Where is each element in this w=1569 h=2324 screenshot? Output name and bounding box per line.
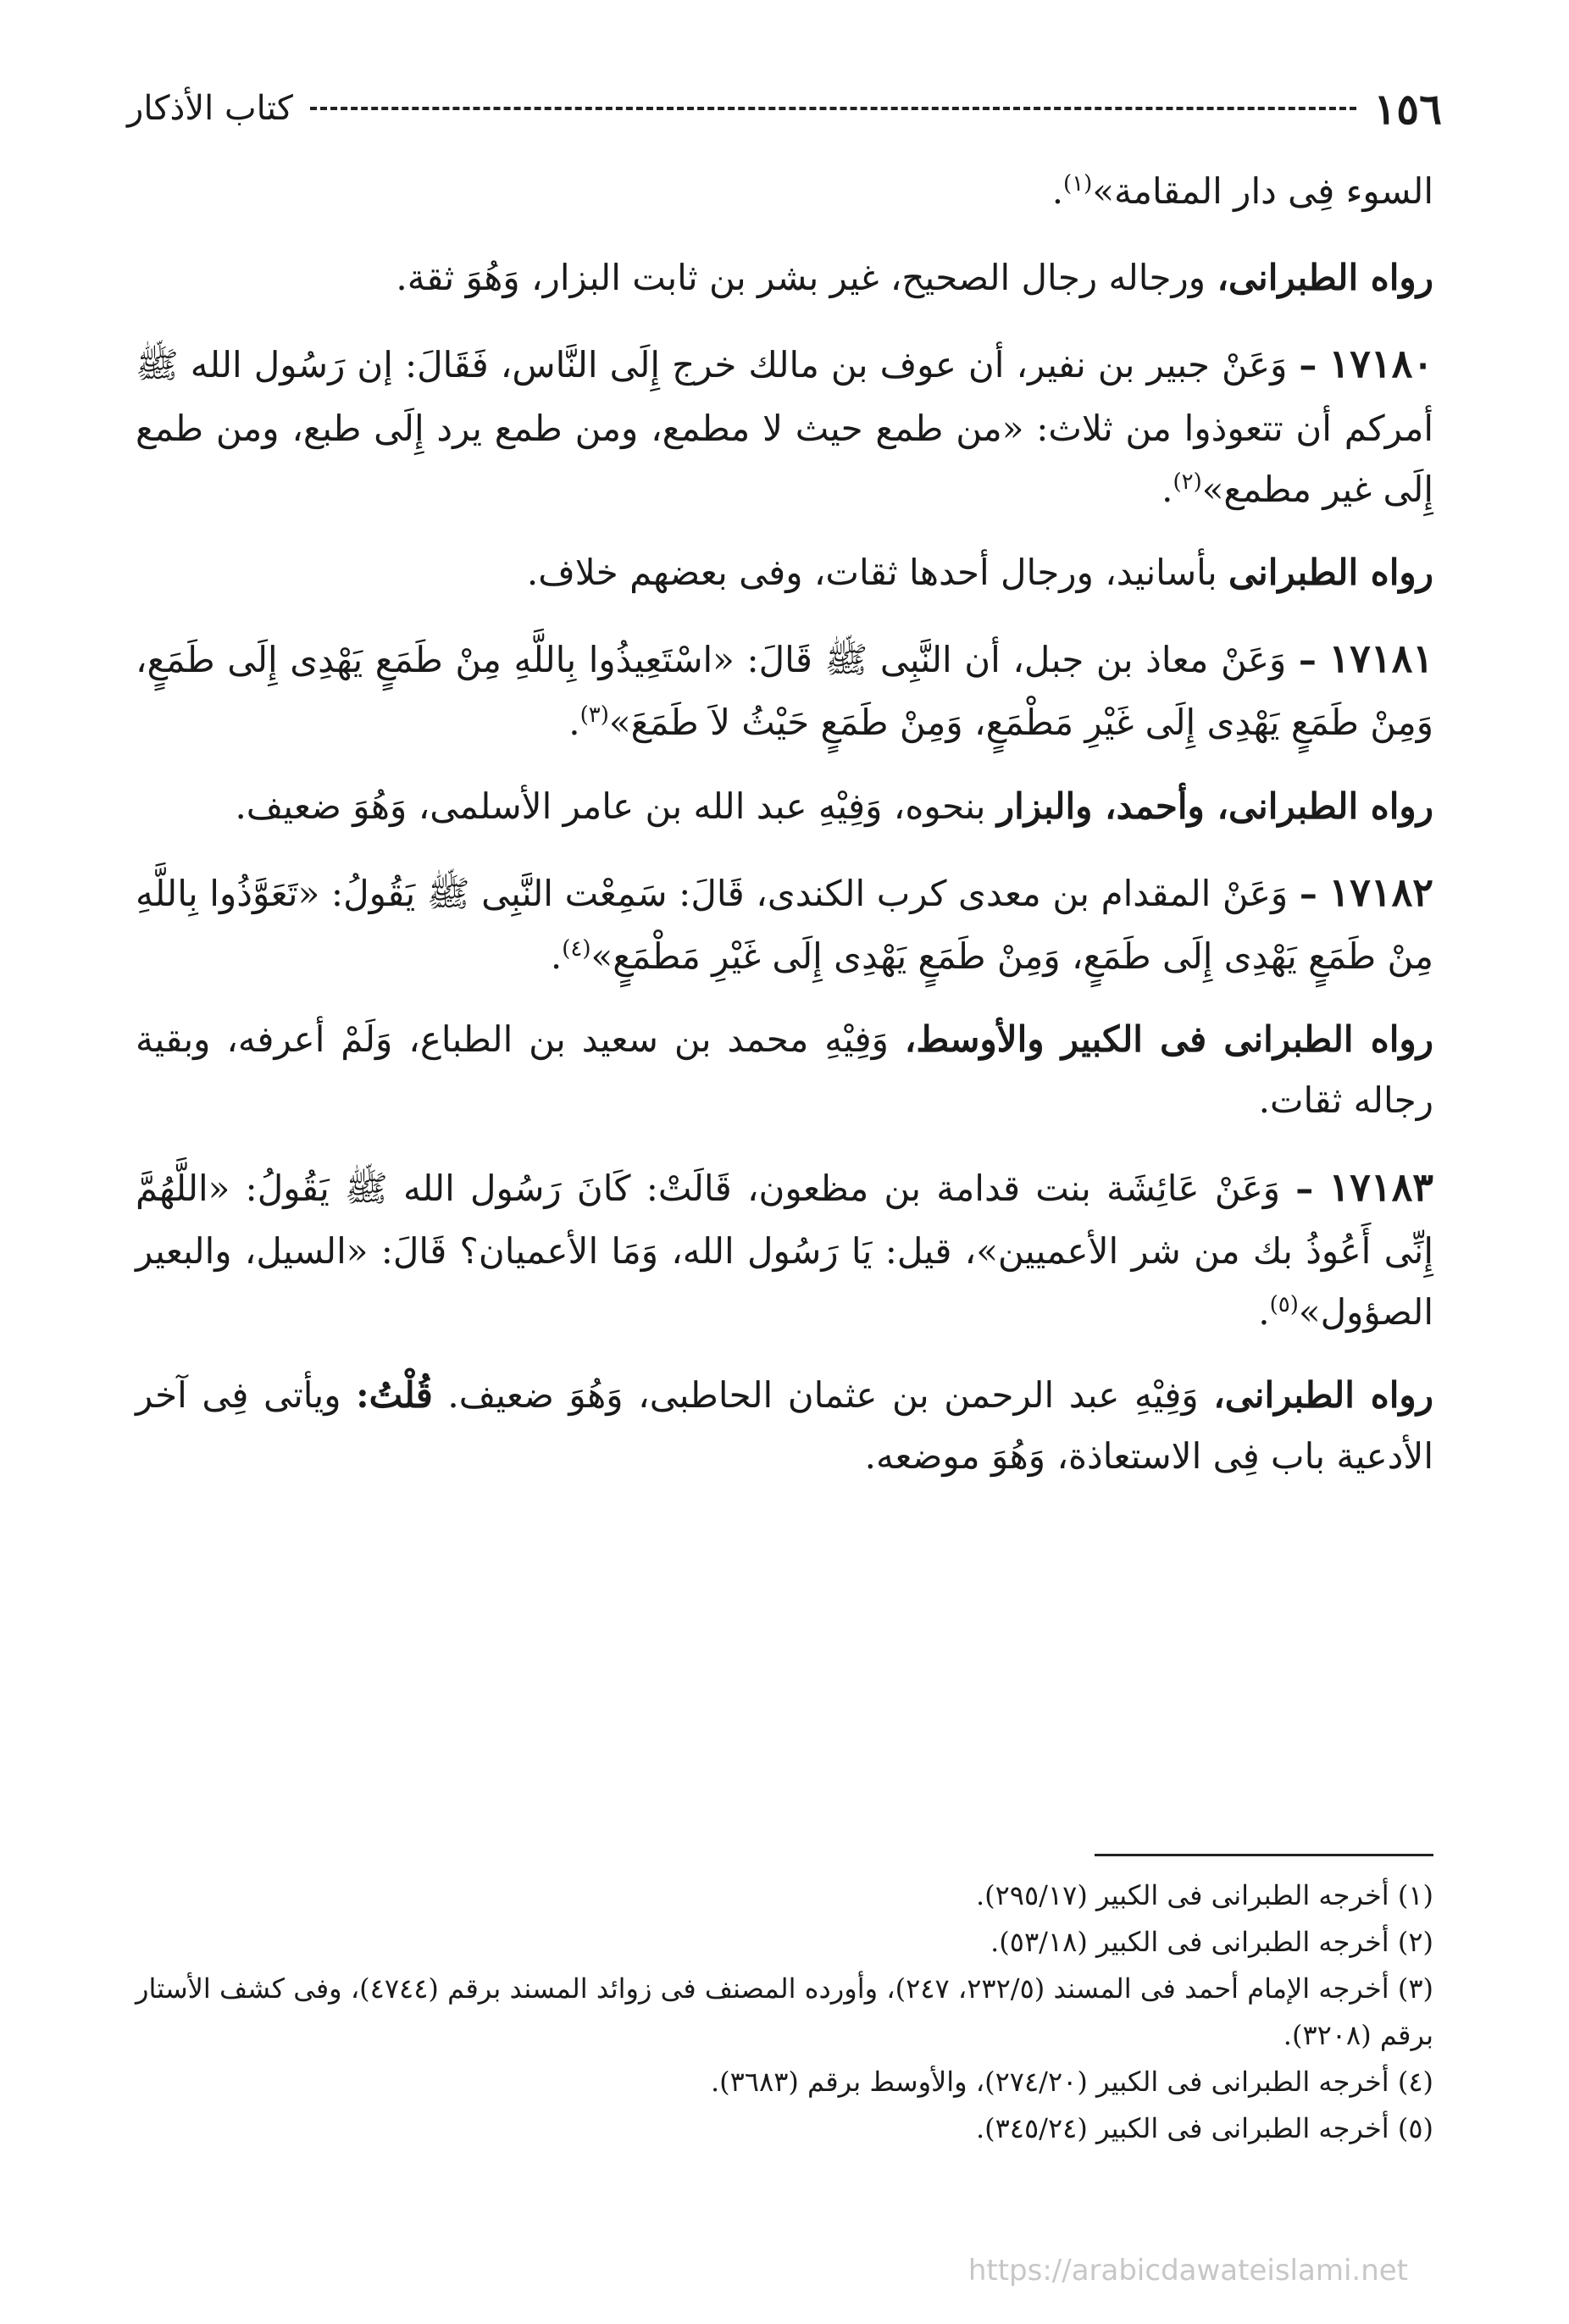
footnote-ref: (٥) bbox=[1269, 1292, 1299, 1318]
hadith-17181: ١٧١٨١ – وَعَنْ معاذ بن جبل، أن النَّبِى ﷺ قَالَ: «اسْتَعِيذُوا بِاللَّهِ مِنْ طَمَعٍ يَهْدِى إِلَى طَمَعٍ، وَمِنْ طَمَعٍ يَهْدِى إِلَى غَيْرِ مَطْمَعٍ، وَمِنْ طَمَعٍ حَيْثُ لاَ طَمَعَ»$^{(٣)}$. bbox=[136, 635, 1433, 744]
footnote-2: (٢) أخرجه الطبرانى فى الكبير (٥٣/١٨). bbox=[990, 1926, 1433, 1959]
qult-label: قُلْتُ: bbox=[356, 1374, 433, 1417]
source-label: رواه الطبرانى، bbox=[1217, 257, 1433, 299]
source-label: رواه الطبرانى bbox=[1228, 552, 1433, 594]
page-number: ١٥٦ bbox=[1373, 83, 1442, 134]
hadith-number: ١٧١٨٠ bbox=[1328, 341, 1434, 387]
hadith-number: ١٧١٨٣ bbox=[1328, 1163, 1433, 1210]
hadith-text: وَعَنْ جبير بن نفير، أن عوف بن مالك خرج إِلَى النَّاس، فَقَالَ: إن رَسُول الله ﷺ أمركم أن تتعوذوا من ثلاث: «من طمع حيث لا مطمع، ومن طمع يرد إِلَى طبع، ومن طمع إِلَى غير مطمع» bbox=[136, 344, 1433, 510]
hadith-text: وَعَنْ معاذ بن جبل، أن النَّبِى ﷺ قَالَ: «اسْتَعِيذُوا بِاللَّهِ مِنْ طَمَعٍ يَهْدِى إِلَى طَمَعٍ، وَمِنْ طَمَعٍ يَهْدِى إِلَى غَيْرِ مَطْمَعٍ، وَمِنْ طَمَعٍ حَيْثُ لاَ طَمَعَ» bbox=[136, 639, 1433, 744]
footnote-separator bbox=[1095, 1854, 1433, 1856]
book-title: كتاب الأذكار bbox=[127, 89, 293, 128]
footnote-5: (٥) أخرجه الطبرانى فى الكبير (٣٤٥/٢٤). bbox=[975, 2112, 1433, 2145]
footnote-4: (٤) أخرجه الطبرانى فى الكبير (٢٧٤/٢٠)، والأوسط برقم (٣٦٨٣). bbox=[710, 2066, 1433, 2099]
source-label: رواه الطبرانى، وأحمد، والبزار bbox=[996, 785, 1433, 827]
narration-note: رواه الطبرانى، وَفِيْهِ عبد الرحمن بن عثمان الحاطبى، وَهُوَ ضعيف. قُلْتُ: ويأتى فِى آخر الأدعية باب فِى الاستعاذة، وَهُوَ موضعه. bbox=[136, 1374, 1433, 1478]
hadith-number: ١٧١٨٢ bbox=[1328, 868, 1433, 915]
footnote-ref: (٤) bbox=[562, 935, 591, 962]
footnote-3: (٣) أخرجه الإمام أحمد فى المسند (٢٣٢/٥، ٢٤٧)، وأورده المصنف فى زوائد المسند برقم (٤٧٤٤)، وفى كشف الأستار برقم (٣٢٠٨). bbox=[136, 1972, 1434, 2052]
footnote-1: (١) أخرجه الطبرانى فى الكبير (٢٩٥/١٧). bbox=[975, 1879, 1433, 1911]
header-divider bbox=[310, 107, 1356, 110]
continuation-text: السوء فِى دار المقامة»$^{(١)}$. bbox=[1051, 170, 1433, 212]
footnote-ref: (٢) bbox=[1173, 469, 1202, 495]
source-label: رواه الطبرانى، bbox=[1213, 1374, 1433, 1417]
hadith-17180: ١٧١٨٠ – وَعَنْ جبير بن نفير، أن عوف بن مالك خرج إِلَى النَّاس، فَقَالَ: إن رَسُول الله ﷺ أمركم أن تتعوذوا من ثلاث: «من طمع حيث لا مطمع، ومن طمع يرد إِلَى طبع، ومن طمع إِلَى غير مطمع»$^{(٢)}$. bbox=[136, 341, 1434, 510]
narration-note: رواه الطبرانى، وأحمد، والبزار بنحوه، وَفِيْهِ عبد الله بن عامر الأسلمى، وَهُوَ ضعيف. bbox=[235, 785, 1433, 827]
hadith-text: وَعَنْ عَائِشَة بنت قدامة بن مظعون، قَالَتْ: كَانَ رَسُول الله ﷺ يَقُولُ: «اللَّهُمَّ إِنِّى أَعُوذُ بك من شر الأعميين»، قيل: يَا رَسُول الله، وَمَا الأعميان؟ قَالَ: «السيل، والبعير الصؤول» bbox=[136, 1167, 1433, 1334]
hadith-number: ١٧١٨١ bbox=[1328, 635, 1433, 682]
hadith-17182: ١٧١٨٢ – وَعَنْ المقدام بن معدى كرب الكندى، قَالَ: سَمِعْت النَّبِى ﷺ يَقُولُ: «تَعَوَّذُوا بِاللَّهِ مِنْ طَمَعٍ يَهْدِى إِلَى طَمَعٍ، وَمِنْ طَمَعٍ يَهْدِى إِلَى غَيْرِ مَطْمَعٍ»$^{(٤)}$. bbox=[136, 868, 1433, 977]
narration-note: رواه الطبرانى فى الكبير والأوسط، وَفِيْهِ محمد بن سعيد بن الطباع، وَلَمْ أعرفه، وبقية رجاله ثقات. bbox=[136, 1018, 1433, 1122]
page-header bbox=[127, 75, 1442, 142]
hadith-text: وَعَنْ المقدام بن معدى كرب الكندى، قَالَ: سَمِعْت النَّبِى ﷺ يَقُولُ: «تَعَوَّذُوا بِاللَّهِ مِنْ طَمَعٍ يَهْدِى إِلَى طَمَعٍ، وَمِنْ طَمَعٍ يَهْدِى إِلَى غَيْرِ مَطْمَعٍ» bbox=[136, 872, 1433, 977]
narration-note: رواه الطبرانى، ورجاله رجال الصحيح، غير بشر بن ثابت البزار، وَهُوَ ثقة. bbox=[396, 257, 1433, 299]
source-label: رواه الطبرانى فى الكبير والأوسط، bbox=[904, 1018, 1433, 1061]
main-text bbox=[136, 161, 1433, 1510]
hadith-17183: ١٧١٨٣ – وَعَنْ عَائِشَة بنت قدامة بن مظعون، قَالَتْ: كَانَ رَسُول الله ﷺ يَقُولُ: «اللَّهُمَّ إِنِّى أَعُوذُ بك من شر الأعميين»، قيل: يَا رَسُول الله، وَمَا الأعميان؟ قَالَ: «السيل، والبعير الصؤول»$^{(٥)}$. bbox=[136, 1163, 1433, 1334]
footnote-ref: (١) bbox=[1063, 171, 1093, 197]
watermark: https://arabicdawateislami.net bbox=[967, 2254, 1408, 2288]
footnote-ref: (٣) bbox=[579, 702, 609, 729]
narration-note: رواه الطبرانى بأسانيد، ورجال أحدها ثقات، وفى بعضهم خلاف. bbox=[526, 552, 1433, 594]
footnotes bbox=[136, 1872, 1433, 2152]
